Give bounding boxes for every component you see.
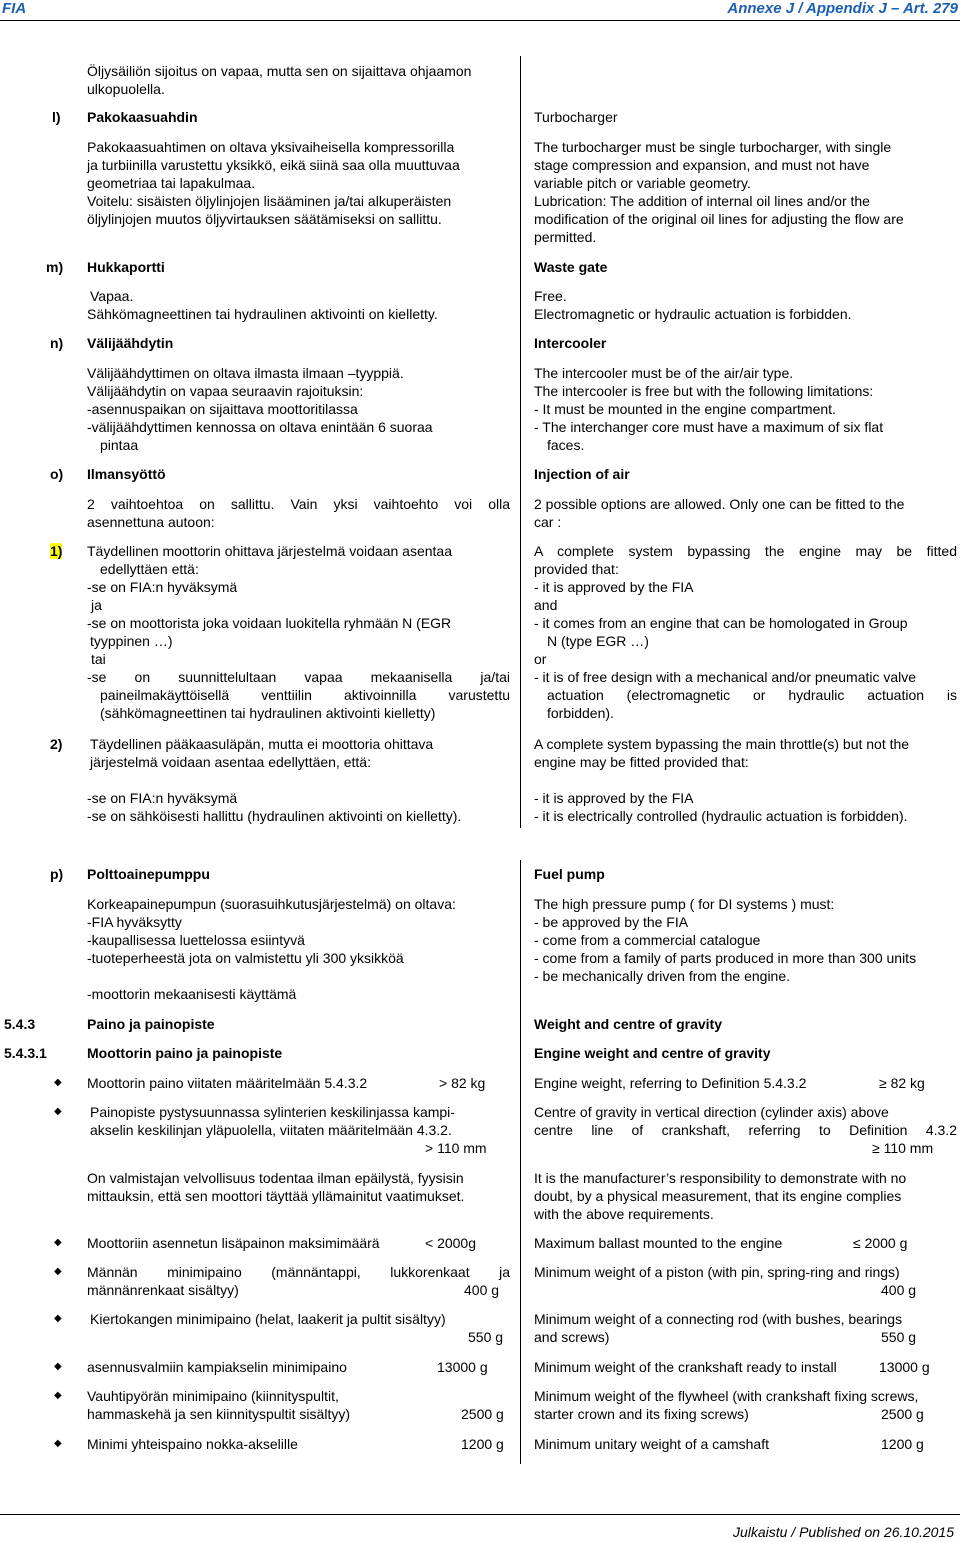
en-centre-gravity-value: ≥ 110 mm xyxy=(872,1140,934,1156)
fi-title-intercooler: Välijäähdytin xyxy=(87,335,174,351)
fi-title-fuelpump: Polttoainepumppu xyxy=(87,866,210,882)
fi-text-injection: 2 vaihtoehtoa on sallittu. Vain yksi vaihtoehto voi olla asennettuna autoon: xyxy=(87,496,510,530)
en-text-option-1: A complete system bypassing the engine may be fitted provided that: - it is approved by the FIA and - it comes from an engine that can be homologated in Group N (type EGR …) or - it is of free design with a mechanical and/or pneumatic valve actuation (electromagnetic or hydraulic actuation is forbidden). xyxy=(534,543,957,721)
header-rule xyxy=(0,20,960,21)
en-text-option-2: A complete system bypassing the main throttle(s) but not the engine may be fitted provided that: xyxy=(534,736,910,770)
fi-text-turbo: Pakokaasuahtimen on oltava yksivaiheisella kompressorilla ja turbiinilla varustettu yksikkö, eikä siinä saa olla muuttuvaa geometriaa tai lapakulmaa. Voitelu: sisäisten öljylinjojen lisääminen ja/tai alkuperäisten öljylinjojen muutos öljyvirtauksen säätämiseksi on sallittu. xyxy=(87,139,460,227)
item-num-1: 1) xyxy=(50,543,63,559)
en-flywheel: Minimum weight of the flywheel (with crankshaft fixing screws, starter crown and its fixing screws) xyxy=(534,1388,919,1422)
item-letter-m: m) xyxy=(46,259,64,275)
bullet-icon: ◆ xyxy=(54,1313,62,1324)
fi-ballast: Moottoriin asennetun lisäpainon maksimimäärä xyxy=(87,1235,380,1251)
fi-text-fuelpump: Korkeapainepumpun (suorasuihkutusjärjestelmä) on oltava: -FIA hyväksytty -kaupallisessa luettelossa esiintyvä -tuoteperheestä jota on valmistettu yli 300 yksikköä -moottorin mekaanisesti käyttämä xyxy=(87,896,456,1002)
fi-camshaft: Minimi yhteispaino nokka-akselille xyxy=(87,1436,298,1452)
en-crankshaft-value: 13000 g xyxy=(879,1359,930,1375)
fi-camshaft-value: 1200 g xyxy=(461,1436,504,1452)
fi-title-injection: Ilmansyöttö xyxy=(87,466,166,482)
fi-responsibility: On valmistajan velvollisuus todentaa ilman epäilystä, fyysisin mittauksin, että sen moottori täyttää yllämainitut vaatimukset. xyxy=(87,1170,465,1204)
en-section-543: Weight and centre of gravity xyxy=(534,1016,722,1032)
en-title-intercooler: Intercooler xyxy=(534,335,607,351)
fi-ballast-value: < 2000g xyxy=(425,1235,476,1251)
en-title-fuelpump: Fuel pump xyxy=(534,866,605,882)
fi-text-wastegate: Vapaa. Sähkömagneettinen tai hydraulinen aktivointi on kielletty. xyxy=(87,288,438,322)
fi-piston: Männän minimipaino (männäntappi, lukkorenkaat ja männänrenkaat sisältyy) xyxy=(87,1264,510,1298)
fi-section-543: Paino ja painopiste xyxy=(87,1016,215,1032)
en-camshaft-value: 1200 g xyxy=(881,1436,924,1452)
fi-flywheel: Vauhtipyörän minimipaino (kiinnityspultit, hammaskehä ja sen kiinnityspultit sisältyy) xyxy=(87,1388,350,1422)
fi-engine-weight: Moottorin paino viitaten määritelmään 5.4.3.2 xyxy=(87,1075,368,1091)
fi-conrod-value: 550 g xyxy=(468,1329,504,1345)
footer-rule xyxy=(0,1514,960,1515)
en-crankshaft: Minimum weight of the crankshaft ready to install xyxy=(534,1359,837,1375)
en-title-injection: Injection of air xyxy=(534,466,630,482)
header-right: Annexe J / Appendix J – Art. 279 xyxy=(727,0,958,17)
en-flywheel-value: 2500 g xyxy=(881,1406,924,1422)
fi-conrod: Kiertokangen minimipaino (helat, laakerit ja pultit sisältyy) xyxy=(90,1311,446,1327)
item-num-2: 2) xyxy=(50,736,63,752)
bullet-icon: ◆ xyxy=(54,1438,62,1449)
fi-crankshaft-value: 13000 g xyxy=(437,1359,488,1375)
column-divider-bottom xyxy=(520,860,521,1464)
fi-engine-weight-value: > 82 kg xyxy=(439,1075,486,1091)
en-conrod-value: 550 g xyxy=(881,1329,917,1345)
en-section-5431: Engine weight and centre of gravity xyxy=(534,1045,771,1061)
footer-published: Julkaistu / Published on 26.10.2015 xyxy=(732,1524,954,1540)
page-header xyxy=(0,0,960,20)
fi-text-intercooler: Välijäähdyttimen on oltava ilmasta ilmaan –tyyppiä. Välijäähdytin on vapaa seuraavin rajoituksin: -asennuspaikan on sijaittava moottoritilassa -välijäähdyttimen kennossa on oltava enintään 6 suoraa pintaa xyxy=(87,365,433,453)
item-letter-n: n) xyxy=(50,335,64,351)
section-num-543: 5.4.3 xyxy=(4,1016,36,1032)
fi-section-5431: Moottorin paino ja painopiste xyxy=(87,1045,283,1061)
bullet-icon: ◆ xyxy=(54,1077,62,1088)
en-text-injection: 2 possible options are allowed. Only one can be fitted to the car : xyxy=(534,496,905,530)
fi-title-turbo: Pakokaasuahdin xyxy=(87,109,198,125)
bullet-icon: ◆ xyxy=(54,1390,62,1401)
bullet-icon: ◆ xyxy=(54,1361,62,1372)
en-engine-weight: Engine weight, referring to Definition 5.4.3.2 xyxy=(534,1075,807,1091)
en-text-intercooler: The intercooler must be of the air/air type. The intercooler is free but with the following limitations: - It must be mounted in the engine compartment. - The interchanger core must have a maximum of six flat faces. xyxy=(534,365,884,453)
en-text-turbo: The turbocharger must be single turbocharger, with single stage compression and expansion, and must not have variable pitch or variable geometry. Lubrication: The addition of internal oil lines and/or the modification of the original oil lines for adjusting the flow are permitted. xyxy=(534,139,904,245)
en-camshaft: Minimum unitary weight of a camshaft xyxy=(534,1436,769,1452)
bullet-icon: ◆ xyxy=(54,1237,62,1248)
fi-flywheel-value: 2500 g xyxy=(461,1406,504,1422)
fi-text-option-2: Täydellinen pääkaasuläpän, mutta ei moottoria ohittava järjestelmä voidaan asentaa edellyttäen, että: xyxy=(90,736,434,770)
column-divider-top xyxy=(520,56,521,828)
en-list-option-2: - it is approved by the FIA - it is electrically controlled (hydraulic actuation is forbidden). xyxy=(534,790,908,824)
fi-list-option-2: -se on FIA:n hyväksymä -se on sähköisesti hallittu (hydraulinen aktivointi on kielletty). xyxy=(87,790,462,824)
fi-centre-gravity-value: > 110 mm xyxy=(425,1140,487,1156)
fi-piston-value: 400 g xyxy=(464,1282,500,1298)
en-title-wastegate: Waste gate xyxy=(534,259,608,275)
en-ballast: Maximum ballast mounted to the engine xyxy=(534,1235,783,1251)
fi-title-wastegate: Hukkaportti xyxy=(87,259,165,275)
en-responsibility: It is the manufacturer’s responsibility to demonstrate with no doubt, by a physical measurement, that its engine complies with the above requirements. xyxy=(534,1170,907,1222)
header-left: FIA xyxy=(2,0,27,17)
fi-centre-gravity: Painopiste pystysuunnassa sylinterien keskilinjassa kampi- akselin keskilinjan yläpuolella, viitaten määritelmään 4.3.2. xyxy=(90,1104,455,1138)
en-piston: Minimum weight of a piston (with pin, spring-ring and rings) xyxy=(534,1264,900,1280)
en-engine-weight-value: ≥ 82 kg xyxy=(879,1075,925,1091)
fi-crankshaft: asennusvalmiin kampiakselin minimipaino xyxy=(87,1359,347,1375)
en-centre-gravity: Centre of gravity in vertical direction (cylinder axis) above centre line of crankshaft, referring to Definition 4.3.2 xyxy=(534,1104,957,1138)
en-ballast-value: ≤ 2000 g xyxy=(853,1235,908,1251)
item-letter-l: l) xyxy=(52,109,61,125)
en-piston-value: 400 g xyxy=(881,1282,917,1298)
en-title-turbo: Turbocharger xyxy=(534,109,618,125)
item-letter-p: p) xyxy=(50,866,64,882)
section-num-5431: 5.4.3.1 xyxy=(4,1045,47,1061)
en-text-wastegate: Free. Electromagnetic or hydraulic actuation is forbidden. xyxy=(534,288,852,322)
fi-text-option-1: Täydellinen moottorin ohittava järjestelmä voidaan asentaa edellyttäen että: -se on FIA:n hyväksymä ja -se on moottorista joka voidaan luokitella ryhmään N (EGR tyyppinen …) tai -se on suunnittelultaan vapaa mekaanisella ja/tai paineilmakäyttöisellä venttiilin aktivoinnilla varustettu (sähkömagneettinen tai hydraulinen aktivointi kielletty) xyxy=(87,543,510,721)
bullet-icon: ◆ xyxy=(54,1266,62,1277)
en-text-fuelpump: The high pressure pump ( for DI systems ) must: - be approved by the FIA - come from a commercial catalogue - come from a family of parts produced in more than 300 units - be mechanically driven from the engine. xyxy=(534,896,917,984)
item-letter-o: o) xyxy=(50,466,64,482)
en-conrod: Minimum weight of a connecting rod (with bushes, bearings and screws) xyxy=(534,1311,903,1345)
bullet-icon: ◆ xyxy=(54,1106,62,1117)
fi-oil-tank: Öljysäiliön sijoitus on vapaa, mutta sen on sijaittava ohjaamon ulkopuolella. xyxy=(87,63,472,97)
